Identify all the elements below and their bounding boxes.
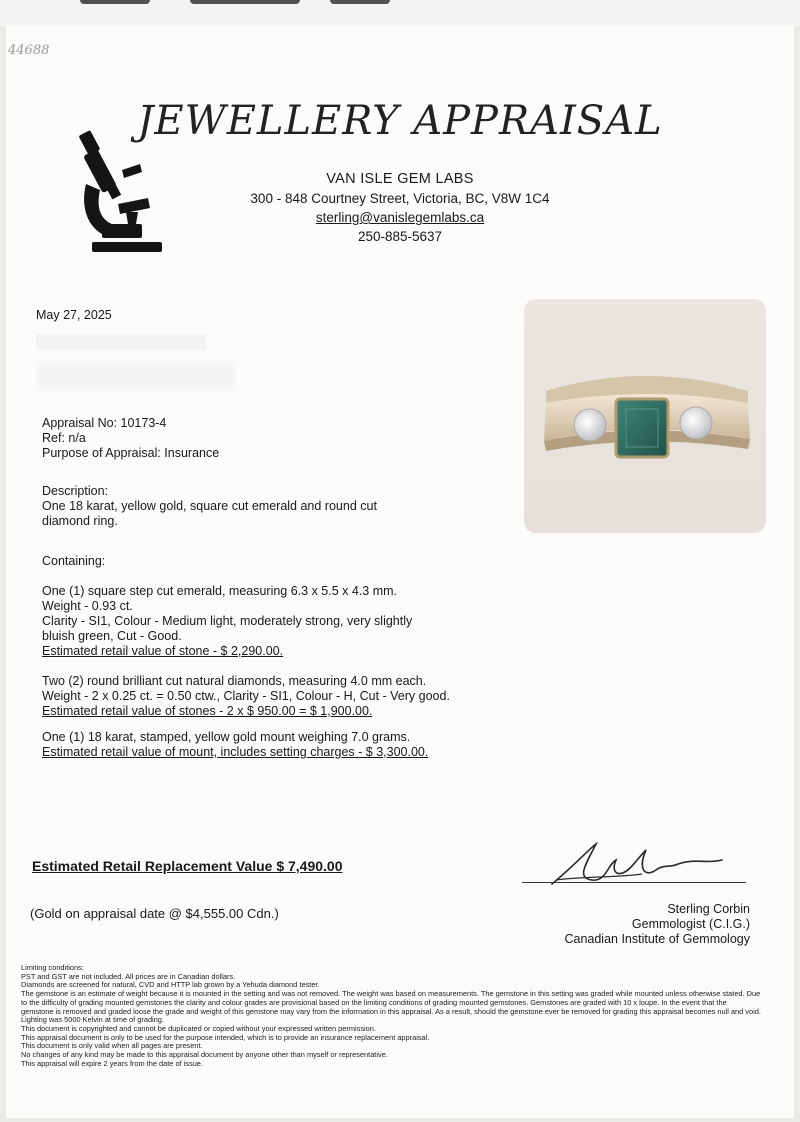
- ring-photo: [524, 299, 766, 533]
- appraisal-page: [6, 26, 794, 1118]
- emerald-block: [42, 584, 412, 659]
- gemmologist-name: Sterling Corbin: [667, 902, 750, 916]
- signature-line: [522, 882, 746, 883]
- diamonds-line: Weight - 2 x 0.25 ct. = 0.50 ctw., Clarity - SI1, Colour - H, Cut - Very good.: [42, 689, 450, 703]
- gemmologist-institute: Canadian Institute of Gemmology: [564, 932, 750, 946]
- limits-line: This document is copyrighted and cannot be duplicated or copied without your expressed written permission.: [21, 1023, 376, 1033]
- appraisal-purpose: Purpose of Appraisal: Insurance: [42, 446, 220, 460]
- lab-phone: 250-885-5637: [357, 229, 443, 244]
- containing-label: Containing:: [42, 554, 106, 568]
- redacted-area: [36, 334, 206, 350]
- gemmologist-title: Gemmologist (C.I.G.): [631, 917, 750, 931]
- gold-price-note: (Gold on appraisal date @ $4,555.00 Cdn.): [30, 906, 279, 921]
- limits-line: Lighting was 5000 Kelvin at time of grading.: [21, 1015, 164, 1025]
- diamonds-line: Two (2) round brilliant cut natural diamonds, measuring 4.0 mm each.: [42, 674, 427, 688]
- redacted-area: [36, 361, 236, 391]
- limits-line: This document is only valid when all pages are present.: [21, 1041, 203, 1051]
- scan-top-strip: [0, 0, 800, 26]
- gemmologist-block: [564, 902, 750, 947]
- appraisal-number: Appraisal No: 10173-4: [42, 416, 167, 430]
- ring-image: [524, 299, 766, 533]
- mount-value: Estimated retail value of mount, includes setting charges - $ 3,300.00.: [42, 745, 429, 759]
- description-line: One 18 karat, yellow gold, square cut emerald and round cut: [42, 499, 377, 513]
- limits-line: The gemstone is an estimate of weight because it is mounted in the setting and was not removed. The weight was based on measurements. The gemstone in this setting was graded while mounted unless otherwise stated. Due to the difficulty of grading mounted gemstones the clarity and colour grades are provisional based on the limiting conditions of grading mounted gemstones. Gemstones are graded with 10 x loupe. In the event that the gemstone is removed and graded loose the grade and weight of this gemstone may vary from the information in this appraisal. As a result, should the gemstone ever be removed for grading this appraisal becomes null and void.: [21, 989, 761, 1016]
- mount-line: One (1) 18 karat, stamped, yellow gold mount weighing 7.0 grams.: [42, 730, 411, 744]
- limiting-conditions: [21, 964, 761, 1068]
- scan-artifact: [190, 0, 300, 4]
- limits-line: Diamonds are screened for natural, CVD and HTTP lab grown by a Yehuda diamond tester.: [21, 980, 320, 990]
- appraisal-ref: Ref: n/a: [42, 431, 86, 445]
- emerald-value: Estimated retail value of stone - $ 2,290.00.: [42, 644, 284, 658]
- limits-line: This appraisal will expire 2 years from the date of issue.: [21, 1058, 203, 1068]
- limits-line: No changes of any kind may be made to this appraisal document by anyone other than myself or representative.: [21, 1050, 388, 1060]
- lab-info: [6, 170, 794, 246]
- document-title: JEWELLERY APPRAISAL: [137, 98, 663, 144]
- scan-artifact: [80, 0, 150, 4]
- mount-block: [42, 730, 428, 760]
- description-line: diamond ring.: [42, 514, 118, 528]
- emerald-line: Clarity - SI1, Colour - Medium light, moderately strong, very slightly: [42, 614, 413, 628]
- diamonds-value: Estimated retail value of stones - 2 x $ 950.00 = $ 1,900.00.: [42, 704, 373, 718]
- appraisal-date: May 27, 2025: [36, 308, 112, 322]
- lab-email-link[interactable]: sterling@vanislegemlabs.ca: [315, 210, 485, 225]
- lab-name: VAN ISLE GEM LABS: [326, 171, 474, 187]
- total-value: Estimated Retail Replacement Value $ 7,490.00: [32, 858, 343, 874]
- limits-line: This appraisal document is only to be used for the purpose intended, which is to provide an insurance replacement appraisal.: [21, 1032, 430, 1042]
- lab-address: 300 - 848 Courtney Street, Victoria, BC, V8W 1C4: [250, 191, 550, 206]
- diamonds-block: [42, 674, 450, 719]
- emerald-line: One (1) square step cut emerald, measuring 6.3 x 5.5 x 4.3 mm.: [42, 584, 398, 598]
- limits-line: PST and GST are not included. All prices are in Canadian dollars.: [21, 971, 236, 981]
- scan-artifact: [330, 0, 390, 4]
- description-label: Description:: [42, 484, 108, 498]
- emerald-line: bluish green, Cut - Good.: [42, 629, 182, 643]
- description-block: [42, 484, 377, 529]
- limits-line: Limiting conditions:: [21, 963, 84, 972]
- appraisal-info: [42, 416, 219, 461]
- handwritten-mark: 44688: [8, 43, 50, 58]
- emerald-line: Weight - 0.93 ct.: [42, 599, 133, 613]
